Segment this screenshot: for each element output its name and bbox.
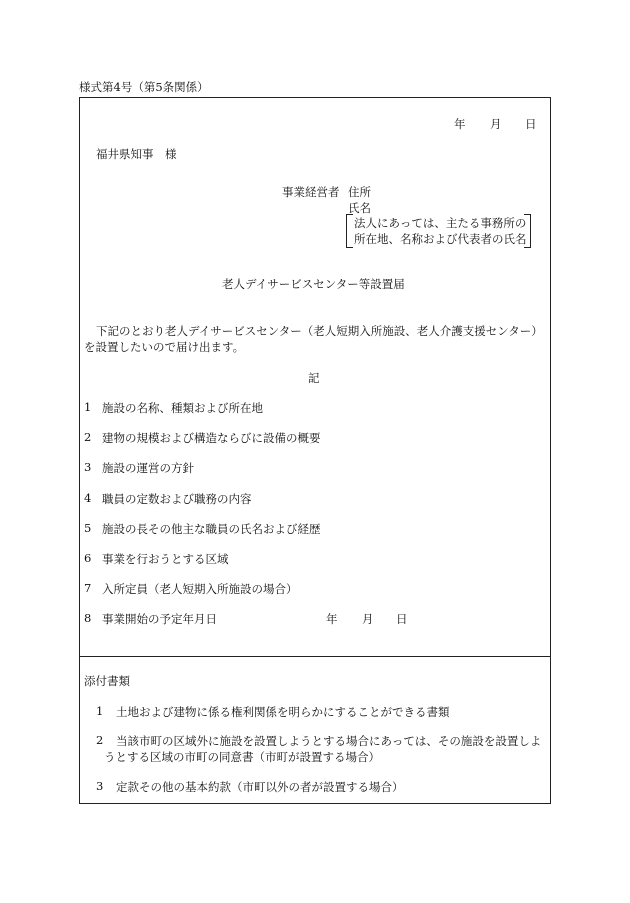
applicant-role: 事業経営者 (282, 185, 340, 199)
body-line2: を設置したいので届け出ます。 (84, 340, 245, 354)
attachment-text: 定款その他の基本約款（市町以外の者が設置する場合） (116, 780, 404, 794)
attachment-text-line2: うとする区域の市町の同意書（市町が設置する場合） (104, 750, 380, 764)
note-bracket-right (524, 214, 531, 248)
attachment-number: 2 (96, 733, 104, 747)
start-date-year: 年 (326, 612, 338, 626)
form-box (79, 97, 551, 804)
addressee: 福井県知事 様 (96, 147, 177, 161)
item-text: 職員の定数および職務の内容 (102, 492, 252, 506)
start-date-month: 月 (362, 612, 374, 626)
attachment-number: 3 (96, 779, 104, 793)
applicant-note-line1: 法人にあっては、主たる事務所の (354, 216, 527, 230)
attachments-heading: 添付書類 (84, 674, 130, 688)
item-number: 6 (84, 551, 92, 565)
item-number: 8 (84, 611, 92, 625)
attachment-text-line1: 当該市町の区域外に施設を設置しようとする場合にあっては、その施設を設置しよ (116, 734, 542, 748)
ki-label: 記 (308, 371, 320, 385)
item-number: 5 (84, 521, 92, 535)
body-line1: 下記のとおり老人デイサービスセンター（老人短期入所施設、老人介護支援センター） (96, 324, 543, 338)
date-year: 年 (454, 117, 466, 131)
attachment-text: 土地および建物に係る権利関係を明らかにすることができる書類 (116, 705, 450, 719)
item-text: 施設の長その他主な職員の氏名および経歴 (102, 522, 321, 536)
applicant-note-line2: 所在地、名称および代表者の氏名 (354, 232, 527, 246)
start-date-day: 日 (396, 612, 408, 626)
section-divider (80, 656, 550, 657)
item-number: 4 (84, 491, 92, 505)
item-number: 7 (84, 581, 92, 595)
item-text: 事業を行おうとする区域 (102, 552, 229, 566)
item-number: 1 (84, 400, 92, 414)
item-text: 施設の名称、種類および所在地 (102, 401, 263, 415)
note-bracket-left (346, 214, 353, 248)
document-title: 老人デイサービスセンター等設置届 (222, 277, 405, 291)
item-text: 施設の運営の方針 (102, 461, 194, 475)
attachment-number: 1 (96, 704, 104, 718)
item-number: 3 (84, 460, 92, 474)
item-text: 事業開始の予定年月日 (102, 612, 217, 626)
item-number: 2 (84, 430, 92, 444)
name-label: 氏名 (348, 201, 371, 215)
item-text: 入所定員（老人短期入所施設の場合） (102, 582, 298, 596)
date-day: 日 (525, 117, 537, 131)
date-month: 月 (490, 117, 502, 131)
item-text: 建物の規模および構造ならびに設備の概要 (102, 431, 321, 445)
form-number: 様式第4号（第5条関係） (79, 80, 209, 94)
address-label: 住所 (348, 185, 371, 199)
